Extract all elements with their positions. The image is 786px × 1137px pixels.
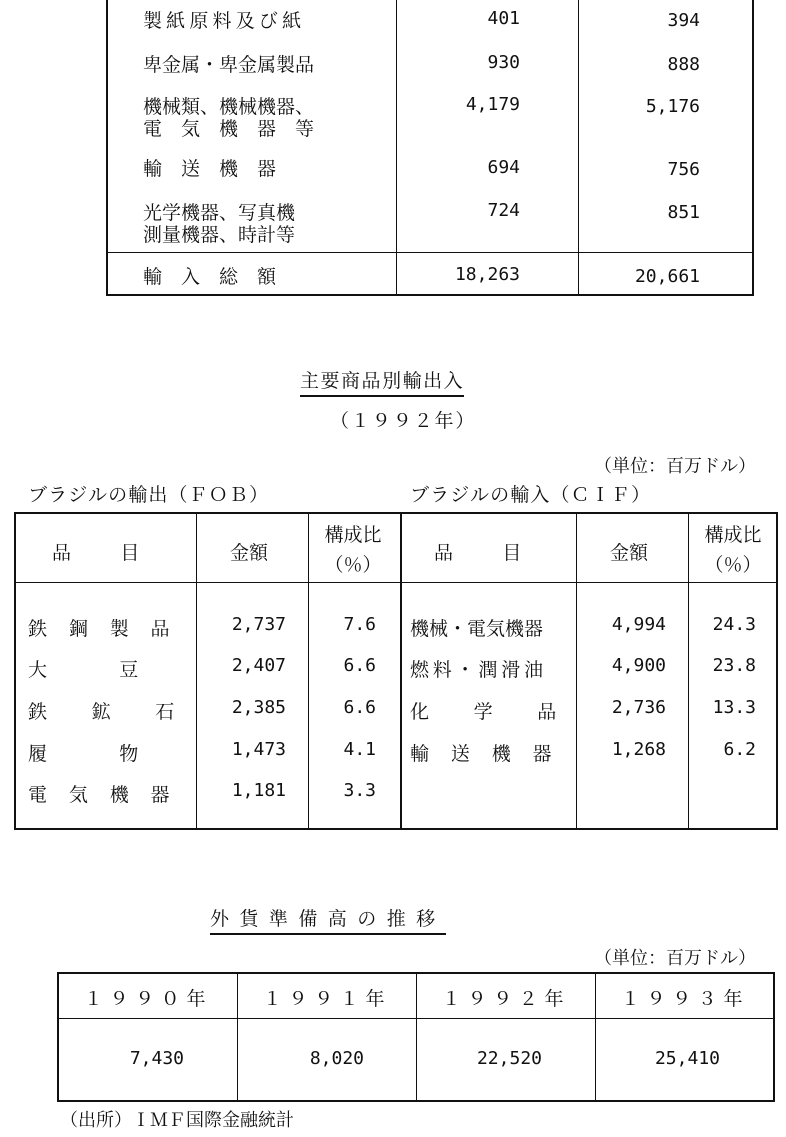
import-item: 燃料・潤滑油	[410, 659, 547, 681]
row-value: 851	[667, 202, 700, 223]
total-divider	[108, 252, 752, 253]
row-value: 394	[667, 10, 700, 31]
row-value: 724	[487, 200, 520, 221]
import-amount: 1,268	[611, 739, 666, 760]
reserve-value: 8,020	[309, 1048, 364, 1069]
row-label: 輸 送 機 器	[143, 158, 277, 180]
export-ratio: 6.6	[343, 655, 376, 676]
section-title: 外貨準備高の推移	[210, 904, 446, 935]
row-value: 888	[667, 54, 700, 75]
total-label: 輸 入 総 額	[143, 266, 277, 288]
export-ratio: 3.3	[343, 780, 376, 801]
header-amount: 金額	[610, 542, 649, 564]
import-amount: 2,736	[611, 697, 666, 718]
source-note: （出所）ＩＭＦ国際金融統計	[60, 1110, 294, 1131]
import-amount: 4,900	[611, 655, 666, 676]
export-item	[28, 780, 191, 807]
import-ratio: 24.3	[712, 614, 756, 635]
reserve-value: 7,430	[129, 1048, 184, 1069]
section-subtitle: （１９９２年）	[330, 410, 477, 432]
unit-label: （単位：百万ドル）	[594, 456, 756, 477]
header-ratio-line2: （％）	[704, 554, 762, 576]
header-ratio-line2: （％）	[324, 554, 382, 576]
export-ratio: 6.6	[343, 697, 376, 718]
center-divider	[400, 514, 402, 828]
export-item	[28, 655, 165, 682]
row-value: 5,176	[645, 96, 700, 117]
row-label-line2: 測量機器、時計等	[143, 224, 296, 246]
export-item-text: 大 豆	[28, 659, 165, 681]
export-item	[28, 739, 165, 766]
export-amount: 1,473	[231, 739, 286, 760]
import-ratio: 23.8	[712, 655, 756, 676]
header-divider	[16, 582, 776, 583]
export-item-text: 鉄鋼製品	[28, 618, 192, 640]
export-item-text: 鉄鉱石	[28, 701, 219, 723]
year-header: １９９３年	[620, 988, 750, 1010]
total-value: 18,263	[454, 264, 520, 285]
import-item: 機械・電気機器	[410, 618, 544, 640]
column-divider	[578, 0, 579, 294]
row-value: 756	[667, 159, 700, 180]
year-header: １９９２年	[441, 988, 571, 1010]
export-item	[28, 614, 192, 641]
row-label-line1: 機械類、機械機器、	[143, 96, 315, 118]
row-label: 製紙原料及び紙	[143, 10, 306, 32]
export-ratio: 7.6	[343, 614, 376, 635]
year-header: １９９０年	[83, 988, 213, 1010]
import-caption: ブラジルの輸入（ＣＩＦ）	[410, 484, 652, 506]
export-item-text: 履 物	[28, 743, 165, 765]
export-item-text: 電気機器	[28, 784, 192, 806]
year-header: １９９１年	[262, 988, 392, 1010]
export-amount: 1,181	[231, 780, 286, 801]
export-caption: ブラジルの輸出（ＦＯＢ）	[28, 484, 270, 506]
unit-label: （単位：百万ドル）	[594, 948, 756, 969]
row-value: 930	[487, 52, 520, 73]
column-divider	[396, 0, 397, 294]
export-amount: 2,385	[231, 697, 286, 718]
row-label-line2: 電 気 機 器 等	[143, 118, 315, 140]
header-amount: 金額	[230, 542, 269, 564]
row-label-line1: 光学機器、写真機	[143, 202, 296, 224]
import-table-continued	[106, 0, 754, 296]
export-amount: 2,737	[231, 614, 286, 635]
import-item: 化学品	[410, 701, 601, 723]
header-ratio-line1: 構成比	[704, 524, 762, 546]
import-amount: 4,994	[611, 614, 666, 635]
import-ratio: 6.2	[723, 739, 756, 760]
export-ratio: 4.1	[343, 739, 376, 760]
row-label: 卑金属・卑金属製品	[143, 54, 315, 76]
total-value: 20,661	[634, 266, 700, 287]
section-title: 主要商品別輸出入	[300, 366, 464, 397]
header-ratio-line1: 構成比	[324, 524, 382, 546]
export-amount: 2,407	[231, 655, 286, 676]
row-value: 4,179	[465, 94, 520, 115]
import-ratio: 13.3	[712, 697, 756, 718]
import-item: 輸送機器	[410, 743, 574, 765]
row-value: 401	[487, 8, 520, 29]
header-item: 品 目	[434, 542, 526, 564]
reserve-value: 25,410	[654, 1048, 720, 1069]
header-item: 品 目	[52, 542, 144, 564]
row-value: 694	[487, 157, 520, 178]
reserve-value: 22,520	[476, 1048, 542, 1069]
